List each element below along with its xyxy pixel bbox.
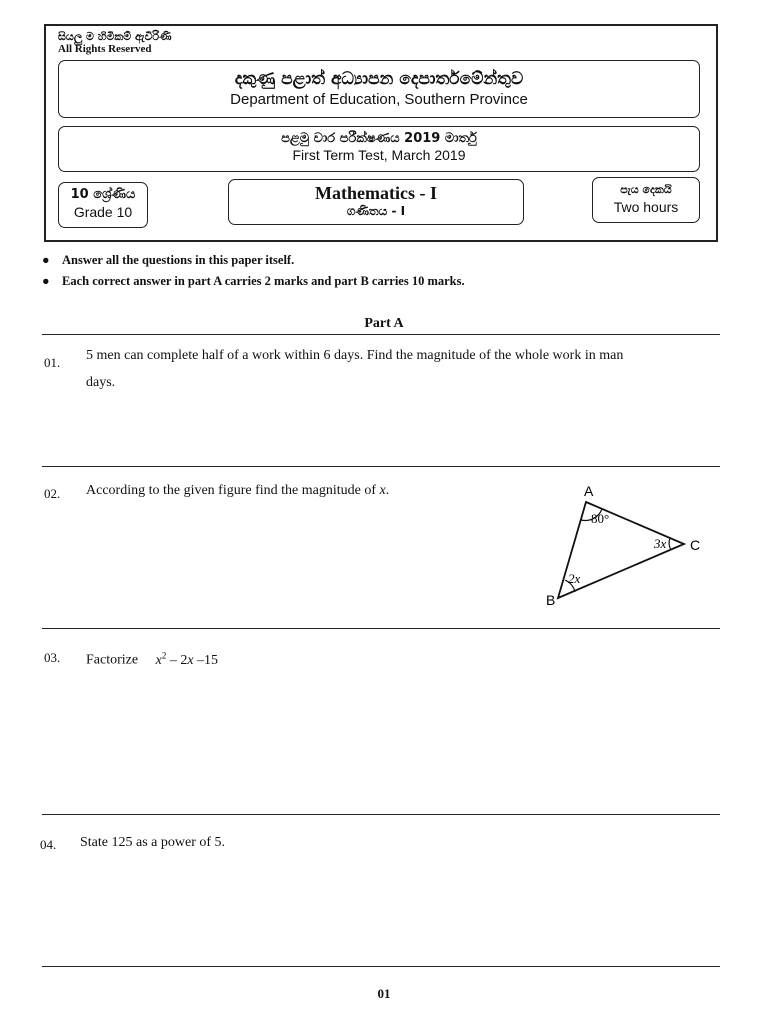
question-2-end: . xyxy=(385,483,390,498)
department-english: Department of Education, Southern Province xyxy=(230,91,528,108)
grade-english: Grade 10 xyxy=(73,204,133,220)
question-1 xyxy=(86,342,726,396)
grade-box xyxy=(58,182,148,228)
subject-box xyxy=(228,179,524,225)
angle-label-c: 3x xyxy=(654,536,667,551)
question-number: 04. xyxy=(40,837,57,852)
department-box xyxy=(58,60,700,118)
instructions xyxy=(42,250,465,292)
question-2 xyxy=(86,477,389,504)
vertex-label-b: B xyxy=(546,592,556,608)
rights-sinhala: සියලු ම හිමිකම් ඇවිරිණි xyxy=(58,30,172,43)
bullet-icon: ● xyxy=(42,274,50,288)
divider xyxy=(42,466,720,467)
angle-arc-c xyxy=(669,538,671,550)
divider xyxy=(42,334,720,335)
question-3-expression xyxy=(155,650,219,668)
rights-reserved xyxy=(58,30,171,56)
triangle-figure xyxy=(530,480,730,610)
instruction-item xyxy=(42,271,465,292)
subject-sinhala: ගණිතය - I xyxy=(346,204,406,218)
time-sinhala: පැය දෙකයි xyxy=(620,183,672,196)
vertex-label-c: C xyxy=(690,537,701,553)
instruction-text: Answer all the questions in this paper itself. xyxy=(62,253,295,267)
instruction-item xyxy=(42,250,465,271)
part-title: Part A xyxy=(364,316,404,331)
expr-term: – 2 xyxy=(166,652,188,668)
department-sinhala: දකුණු පළාත් අධ්‍යාපන දෙපාර්තමේන්තුව xyxy=(234,69,524,89)
question-number: 03. xyxy=(44,650,61,665)
question-2-variable: x xyxy=(379,483,386,498)
question-number: 01. xyxy=(44,355,61,370)
expr-variable: x xyxy=(155,652,162,668)
question-4: State 125 as a power of 5. xyxy=(80,835,226,850)
divider xyxy=(42,628,720,629)
question-number: 02. xyxy=(44,486,61,501)
angle-label-b: 2x xyxy=(568,571,581,586)
question-1-line1: 5 men can complete half of a work within 6 days. Find the magnitude of the whole work in man xyxy=(86,348,624,363)
expr-exponent: 2 xyxy=(161,650,167,660)
angle-label-a: 80° xyxy=(591,511,610,526)
time-english: Two hours xyxy=(613,199,679,215)
question-1-line2: days. xyxy=(86,375,116,390)
instruction-text: Each correct answer in part A carries 2 marks and part B carries 10 marks. xyxy=(62,274,465,288)
grade-sinhala: 10 ශ්‍රේණිය xyxy=(70,187,136,202)
page-number: 01 xyxy=(377,986,391,1001)
test-sinhala: පළමු වාර පරීක්ෂණය 2019 මාර්තු xyxy=(281,131,477,146)
expr-variable: x xyxy=(187,652,194,668)
expr-constant: –15 xyxy=(193,652,219,668)
rights-english: All Rights Reserved xyxy=(58,43,152,55)
time-box xyxy=(592,177,700,223)
test-box xyxy=(58,126,700,172)
divider xyxy=(42,814,720,815)
subject-english: Mathematics - I xyxy=(315,183,437,203)
question-2-text: According to the given figure find the magnitude of xyxy=(86,483,377,498)
question-3 xyxy=(86,642,218,674)
test-english: First Term Test, March 2019 xyxy=(292,147,466,163)
question-3-text: Factorize xyxy=(86,652,139,668)
vertex-label-a: A xyxy=(584,483,594,499)
divider xyxy=(42,966,720,967)
bullet-icon: ● xyxy=(42,253,50,267)
